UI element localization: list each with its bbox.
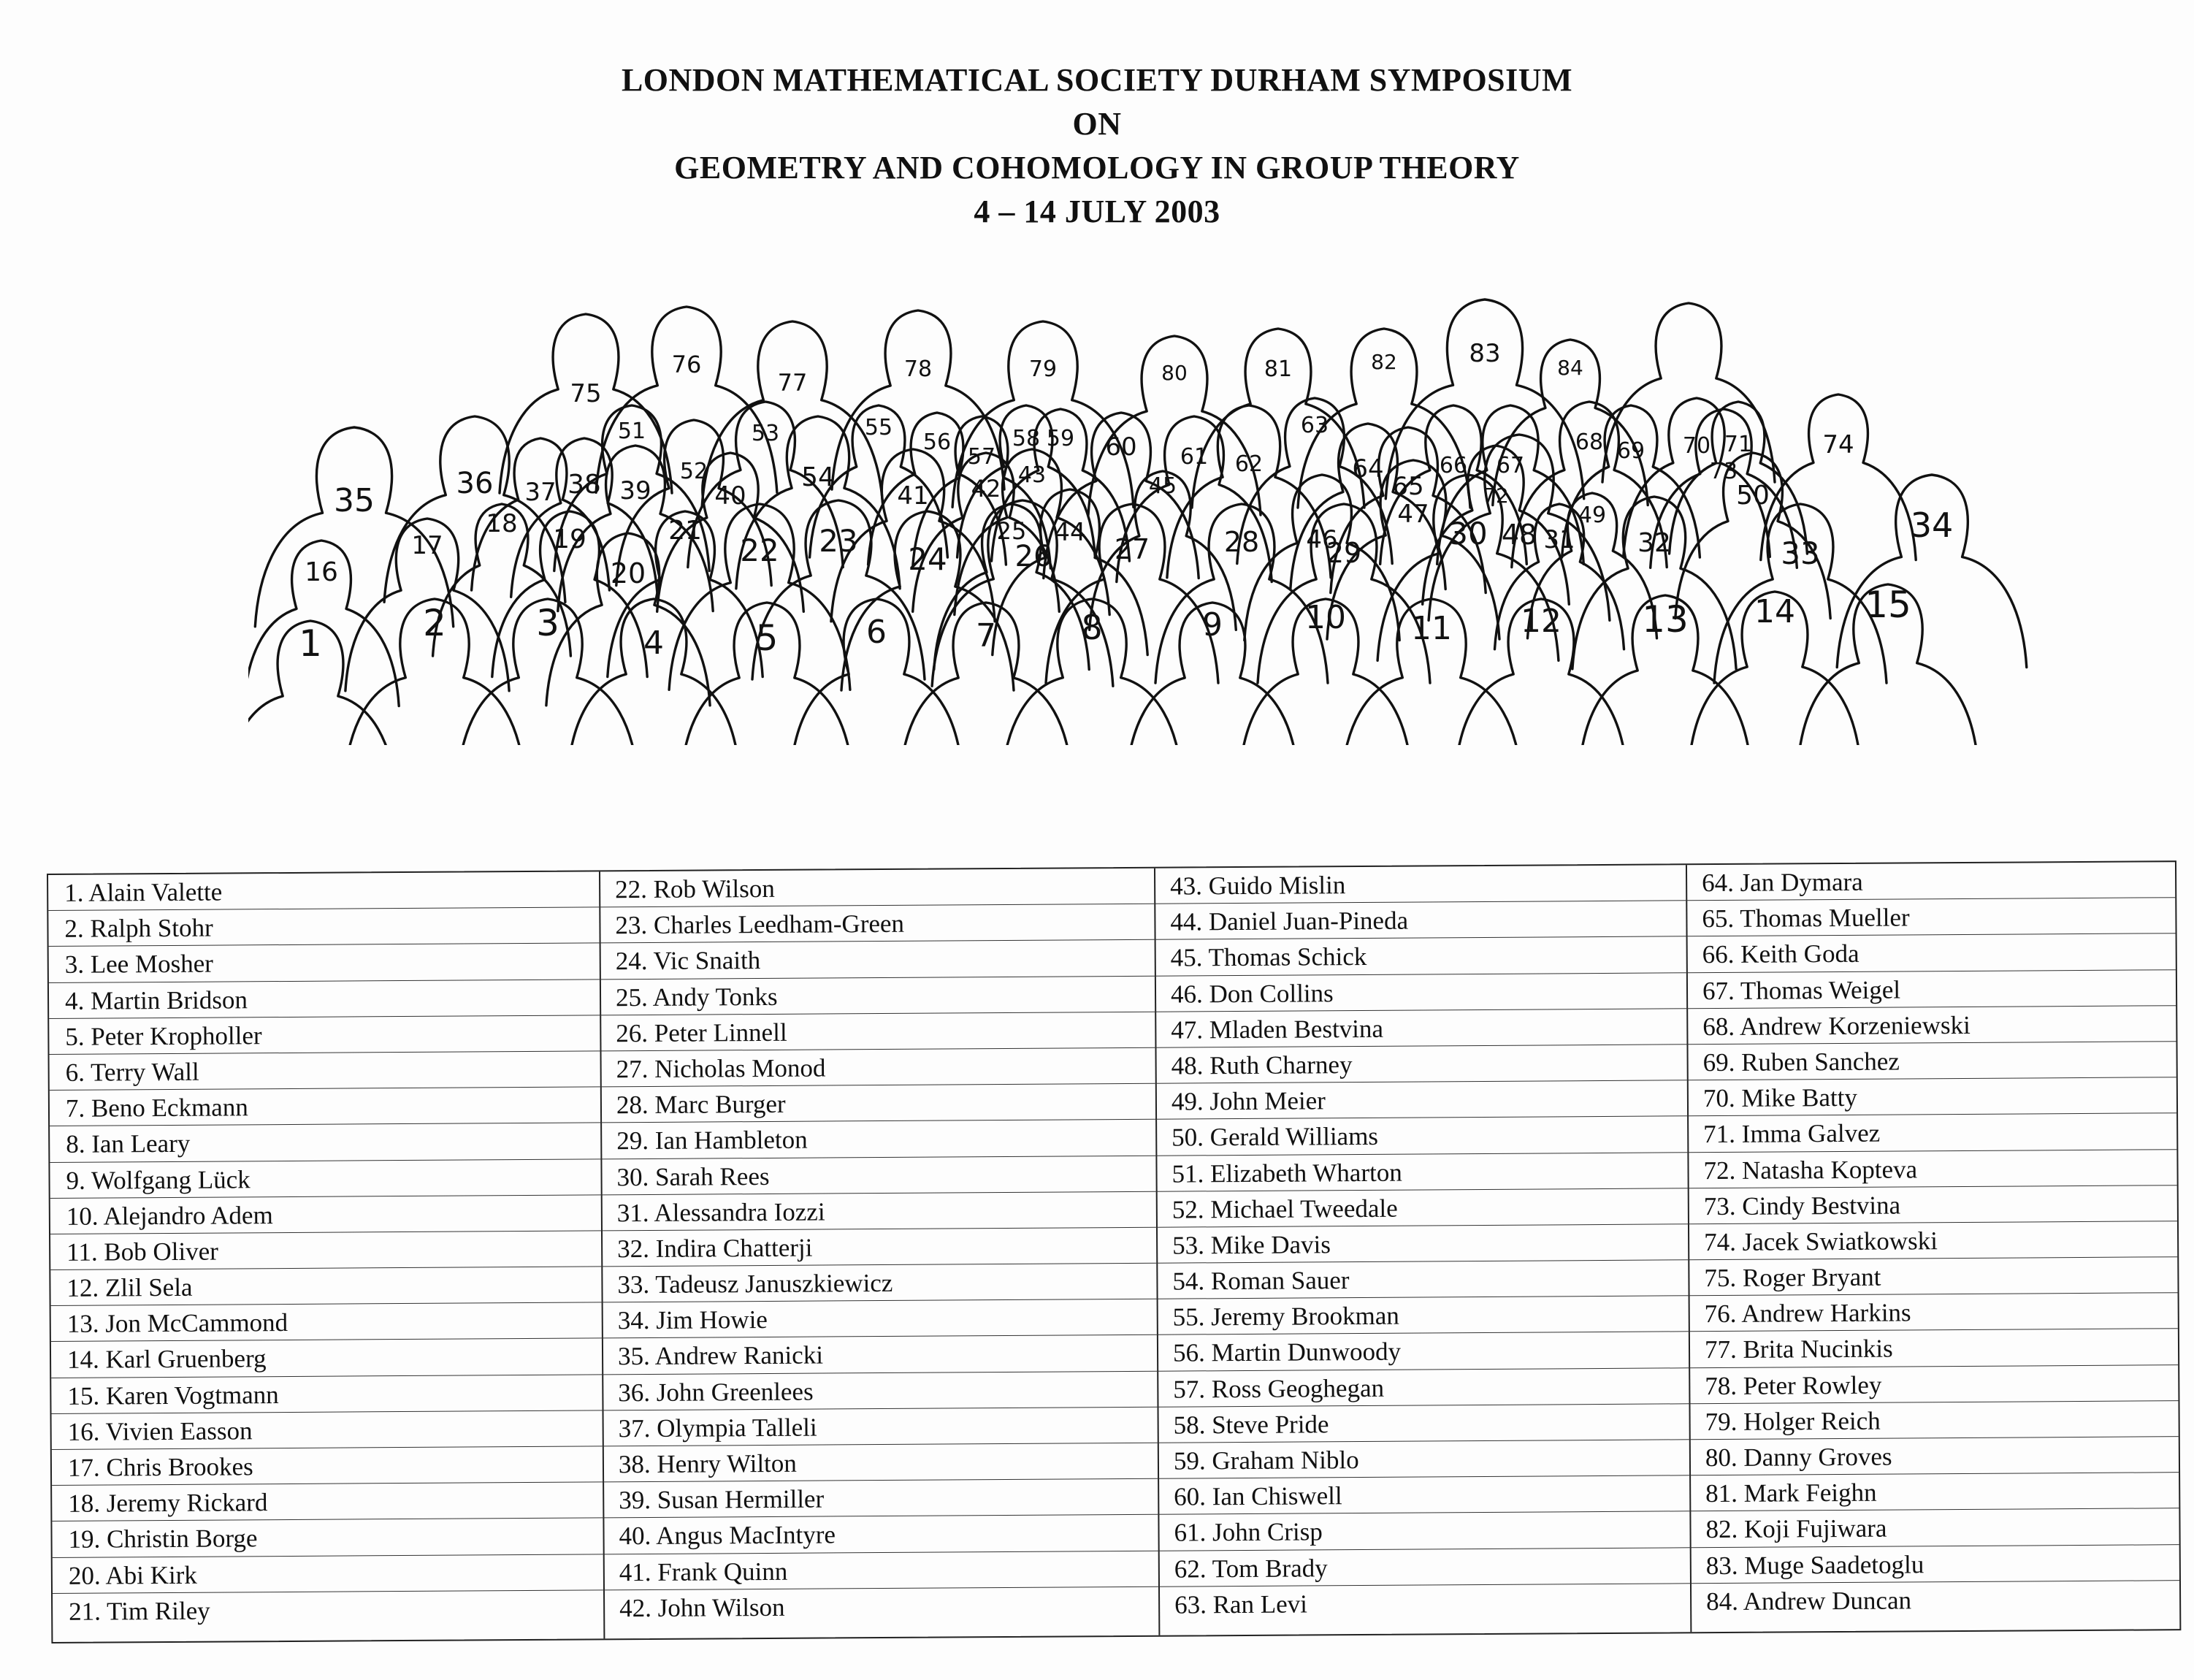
person-number-label: 35 <box>334 482 375 519</box>
person-number-label: 80 <box>1161 361 1188 385</box>
participant-row: 28. Marc Burger <box>600 1084 1155 1123</box>
participant-row: 12. Zlil Sela <box>50 1267 601 1306</box>
participant-row: 61. John Crisp <box>1158 1512 1689 1551</box>
person-number-label: 63 <box>1300 413 1329 438</box>
person-number-label: 13 <box>1642 598 1689 641</box>
participant-row: 60. Ian Chiswell <box>1158 1475 1689 1515</box>
person-number-label: 76 <box>671 351 702 378</box>
person-number-label: 58 <box>1012 426 1041 451</box>
person-number-label: 8 <box>1081 608 1103 647</box>
participant-row: 49. John Meier <box>1155 1080 1687 1120</box>
person-number-label: 69 <box>1616 438 1646 464</box>
participant-row: 43. Guido Mislin <box>1154 865 1686 904</box>
person-silhouette <box>255 427 453 627</box>
participant-row: 80. Danny Groves <box>1689 1437 2179 1475</box>
person-number-label: 4 <box>643 625 664 662</box>
person-silhouette <box>702 321 883 507</box>
person-number-label: 82 <box>1371 350 1397 374</box>
participant-row: 40. Angus MacIntyre <box>603 1515 1158 1554</box>
person-number-label: 34 <box>1910 505 1954 545</box>
participant-row: 65. Thomas Mueller <box>1686 898 2175 936</box>
person-number-label: 2 <box>423 602 446 644</box>
participant-row: 29. Ian Hambleton <box>600 1120 1155 1159</box>
person-number-label: 36 <box>456 467 494 500</box>
participant-row: 14. Karl Gruenberg <box>51 1339 602 1378</box>
participant-row: 21. Tim Riley <box>69 1596 210 1626</box>
person-number-label: 27 <box>1114 533 1150 565</box>
person-number-label: 53 <box>751 421 780 446</box>
person-number-label: 6 <box>866 614 887 651</box>
participant-row: 31. Alessandra Iozzi <box>601 1191 1156 1231</box>
person-number-label: 66 <box>1439 453 1468 478</box>
participant-row: 2. Ralph Stohr <box>48 908 599 947</box>
participant-row: 82. Koji Fujiwara <box>1689 1509 2179 1548</box>
person-number-label: 21 <box>668 516 702 546</box>
header-dates: 4 – 14 JULY 2003 <box>974 194 1220 229</box>
participant-row: 71. Imma Galvez <box>1687 1114 2176 1153</box>
participant-row: 67. Thomas Weigel <box>1686 970 2176 1009</box>
person-number-label: 47 <box>1397 500 1429 529</box>
participant-row: 55. Jeremy Brookman <box>1157 1297 1689 1336</box>
header-on: ON <box>1072 106 1122 142</box>
participant-column <box>48 871 605 1642</box>
participant-row: 52. Michael Tweedale <box>1156 1188 1688 1228</box>
participant-row: 53. Mike Davis <box>1156 1224 1688 1264</box>
person-number-label: 30 <box>1448 516 1488 551</box>
participant-row: 68. Andrew Korzeniewski <box>1686 1006 2176 1045</box>
participant-row: 7. Beno Eckmann <box>50 1088 600 1127</box>
participant-row: 58. Steve Pride <box>1157 1404 1689 1443</box>
person-number-label: 33 <box>1781 535 1820 571</box>
person-number-label: 45 <box>1148 473 1177 499</box>
participant-row: 5. Peter Kropholler <box>49 1015 600 1055</box>
participant-row: 17. Chris Brookes <box>52 1446 603 1486</box>
participant-row: 78. Peter Rowley <box>1689 1365 2178 1404</box>
person-number-label: 9 <box>1202 606 1223 644</box>
participant-row: 54. Roman Sauer <box>1156 1260 1688 1299</box>
participant-row: 77. Brita Nucinkis <box>1689 1329 2178 1368</box>
participant-row: 69. Ruben Sanchez <box>1686 1042 2176 1080</box>
person-number-label: 29 <box>1326 537 1362 569</box>
person-silhouette <box>567 599 740 745</box>
participant-row: 66. Keith Goda <box>1686 934 2176 973</box>
participant-row: 13. Jon McCammond <box>51 1303 602 1343</box>
participant-row: 6. Terry Wall <box>50 1051 600 1091</box>
person-number-label: 60 <box>1105 432 1137 462</box>
person-number-label: 41 <box>897 481 929 511</box>
participant-row: 59. Graham Niblo <box>1158 1440 1689 1479</box>
participant-row: 51. Elizabeth Wharton <box>1155 1153 1687 1192</box>
participant-row: 32. Indira Chatterji <box>601 1228 1156 1267</box>
person-number-label: 78 <box>903 356 933 382</box>
participant-row: 23. Charles Leedham-Green <box>599 904 1154 944</box>
participant-row: 33. Tadeusz Januszkiewicz <box>601 1264 1156 1303</box>
participant-row: 48. Ruth Charney <box>1155 1045 1686 1084</box>
person-number-label: 1 <box>299 622 322 665</box>
participant-row: 34. Jim Howie <box>602 1299 1157 1339</box>
person-number-label: 64 <box>1352 454 1384 484</box>
participant-row: 1. Alain Valette <box>48 871 599 911</box>
person-number-label: 24 <box>908 541 947 577</box>
participant-row: 45. Thomas Schick <box>1155 937 1686 977</box>
participant-column <box>1154 865 1692 1635</box>
participant-row: 9. Wolfgang Lück <box>50 1159 600 1199</box>
person-number-label: 52 <box>679 459 708 484</box>
person-number-label: 54 <box>801 462 835 492</box>
participant-row: 10. Alejandro Adem <box>50 1195 601 1234</box>
person-number-label: 56 <box>922 429 952 455</box>
person-number-label: 17 <box>411 531 443 560</box>
participant-row: 74. Jacek Swiatkowski <box>1688 1221 2177 1260</box>
participant-row: 42. John Wilson <box>619 1592 785 1622</box>
participant-column <box>599 868 1160 1639</box>
person-number-label: 16 <box>305 557 338 587</box>
person-number-label: 50 <box>1736 481 1770 511</box>
person-number-label: 84 <box>1557 356 1583 380</box>
person-number-label: 43 <box>1017 462 1047 488</box>
person-number-label: 12 <box>1521 603 1562 640</box>
participant-row: 81. Mark Feighn <box>1689 1473 2179 1511</box>
participant-row: 3. Lee Mosher <box>49 944 600 983</box>
participant-table <box>47 860 2181 1643</box>
participant-row: 20. Abi Kirk <box>53 1554 603 1594</box>
person-number-label: 32 <box>1637 528 1671 558</box>
participant-row: 35. Andrew Ranicki <box>602 1335 1157 1375</box>
person-number-label: 75 <box>570 379 602 408</box>
person-number-label: 11 <box>1411 610 1452 647</box>
participant-row: 57. Ross Geoghegan <box>1157 1368 1689 1408</box>
participant-row: 22. Rob Wilson <box>599 868 1154 908</box>
person-number-label: 19 <box>553 524 586 554</box>
person-number-label: 70 <box>1682 433 1711 459</box>
participant-row: 25. Andy Tonks <box>600 976 1155 1015</box>
person-number-label: 20 <box>610 557 646 589</box>
participant-row: 8. Ian Leary <box>50 1123 600 1163</box>
participant-column <box>1686 862 2179 1632</box>
person-number-label: 67 <box>1496 453 1525 478</box>
person-number-label: 73 <box>1709 459 1738 484</box>
person-number-label: 51 <box>617 419 646 444</box>
participant-row: 27. Nicholas Monod <box>600 1048 1155 1088</box>
participant-row: 83. Muge Saadetoglu <box>1690 1545 2179 1584</box>
participant-row: 16. Vivien Easson <box>52 1410 603 1450</box>
participant-row: 37. Olympia Talleli <box>603 1408 1158 1447</box>
participant-row: 76. Andrew Harkins <box>1689 1293 2178 1332</box>
sketch-canvas <box>248 278 2045 745</box>
person-number-label: 26 <box>1014 540 1052 573</box>
document-header <box>0 58 2194 234</box>
person-number-label: 77 <box>777 369 808 397</box>
participant-row: 30. Sarah Rees <box>600 1156 1155 1195</box>
participant-row: 84. Andrew Duncan <box>1706 1586 1912 1616</box>
person-number-label: 3 <box>536 602 559 644</box>
participant-row: 47. Mladen Bestvina <box>1155 1009 1686 1048</box>
participant-row: 36. John Greenlees <box>602 1371 1157 1410</box>
person-number-label: 79 <box>1028 356 1058 382</box>
participant-row: 4. Martin Bridson <box>49 980 600 1019</box>
header-society: LONDON MATHEMATICAL SOCIETY DURHAM SYMPOSIUM <box>621 62 1573 98</box>
participant-row: 63. Ran Levi <box>1174 1589 1308 1619</box>
participant-row: 70. Mike Batty <box>1687 1077 2176 1116</box>
person-number-label: 46 <box>1306 525 1338 554</box>
person-number-label: 10 <box>1305 599 1346 636</box>
person-number-label: 44 <box>1054 518 1086 547</box>
person-number-label: 23 <box>819 523 858 559</box>
person-number-label: 74 <box>1822 430 1854 459</box>
header-topic: GEOMETRY AND COHOMOLOGY IN GROUP THEORY <box>674 150 1520 186</box>
person-number-label: 42 <box>971 475 1001 503</box>
person-number-label: 61 <box>1180 444 1209 470</box>
person-number-label: 7 <box>976 617 996 654</box>
participant-row: 56. Martin Dunwoody <box>1157 1332 1689 1372</box>
person-number-label: 48 <box>1501 519 1537 551</box>
person-number-label: 72 <box>1483 484 1509 508</box>
person-number-label: 55 <box>864 415 893 440</box>
person-number-label: 40 <box>714 481 746 511</box>
participant-row: 44. Daniel Juan-Pineda <box>1154 901 1686 940</box>
person-number-label: 59 <box>1046 426 1075 451</box>
participant-row: 24. Vic Snaith <box>600 940 1155 980</box>
person-number-label: 65 <box>1392 472 1424 501</box>
participant-row: 19. Christin Borge <box>52 1519 603 1558</box>
person-number-label: 57 <box>967 444 996 470</box>
participant-row: 11. Bob Oliver <box>50 1231 601 1270</box>
participant-row: 73. Cindy Bestvina <box>1688 1185 2177 1224</box>
person-number-label: 18 <box>486 509 518 538</box>
person-number-label: 39 <box>619 476 651 505</box>
person-number-label: 28 <box>1223 526 1260 558</box>
person-number-label: 31 <box>1543 525 1575 554</box>
participant-row: 38. Henry Wilton <box>603 1443 1158 1483</box>
participant-row: 50. Gerald Williams <box>1155 1117 1687 1156</box>
person-number-label: 25 <box>996 517 1027 545</box>
participant-row: 62. Tom Brady <box>1158 1548 1690 1587</box>
person-number-label: 62 <box>1234 451 1264 477</box>
participant-row: 18. Jeremy Rickard <box>52 1483 603 1522</box>
participant-row: 41. Frank Quinn <box>603 1551 1158 1590</box>
person-number-label: 68 <box>1575 429 1604 455</box>
person-number-label: 22 <box>740 532 779 568</box>
participant-row: 46. Don Collins <box>1155 973 1686 1012</box>
participant-row: 26. Peter Linnell <box>600 1012 1155 1051</box>
person-silhouette <box>1714 504 1887 683</box>
person-number-label: 5 <box>755 618 779 659</box>
person-silhouette <box>1837 475 2027 668</box>
person-number-label: 71 <box>1724 432 1753 457</box>
participant-row: 64. Jan Dymara <box>1686 862 2175 901</box>
person-number-label: 14 <box>1754 593 1795 630</box>
participant-row: 75. Roger Bryant <box>1688 1257 2177 1296</box>
participant-row: 39. Susan Hermiller <box>603 1479 1158 1519</box>
person-number-label: 15 <box>1865 584 1911 626</box>
person-number-label: 37 <box>524 478 557 507</box>
person-number-label: 49 <box>1578 503 1607 528</box>
group-photo-key-sketch <box>248 278 2045 745</box>
person-number-label: 83 <box>1469 339 1501 368</box>
participant-row: 72. Natasha Kopteva <box>1687 1150 2176 1188</box>
participant-row: 15. Karen Vogtmann <box>51 1375 602 1414</box>
person-number-label: 81 <box>1264 356 1293 382</box>
participant-row: 79. Holger Reich <box>1689 1401 2178 1440</box>
person-silhouette <box>248 621 397 745</box>
person-number-label: 38 <box>567 470 601 500</box>
